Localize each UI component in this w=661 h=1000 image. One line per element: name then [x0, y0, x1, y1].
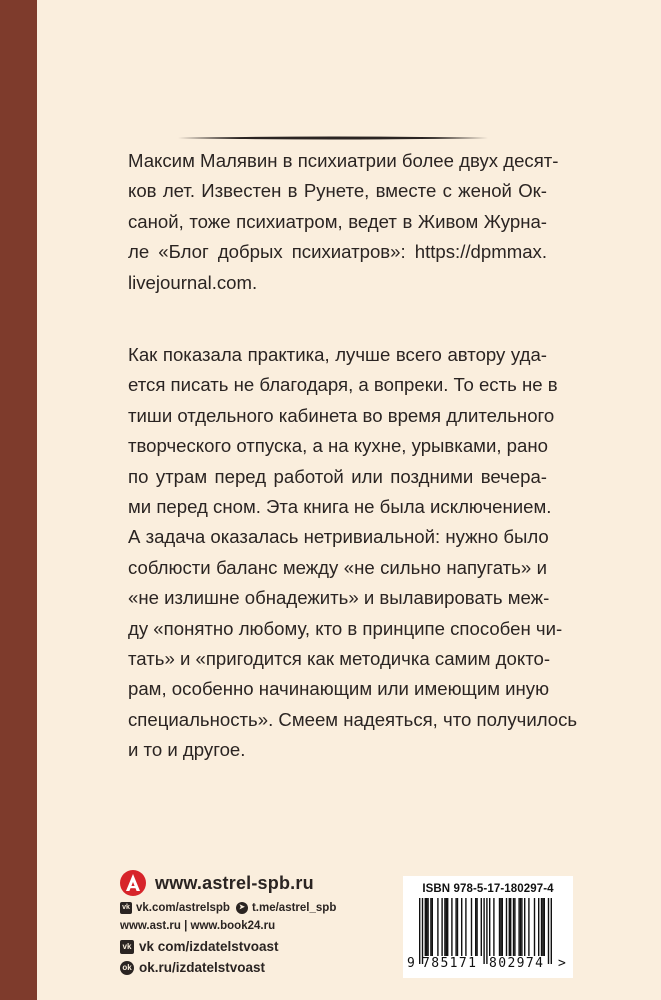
- barcode-bar: [493, 898, 494, 956]
- barcode-bar: [520, 898, 521, 956]
- book-description-line: А задача оказалась нетривиальной: нужно было: [128, 526, 549, 548]
- barcode-bar: [461, 898, 462, 956]
- vk-izdatelstvo-link[interactable]: vk com/izdatelstvoast: [139, 939, 279, 954]
- shop-links[interactable]: www.ast.ru | www.book24.ru: [120, 920, 276, 932]
- astrel-logo-icon: [120, 870, 146, 896]
- barcode-bar: [427, 898, 428, 956]
- book-description-line: соблюсти баланс между «не сильно напугать» и: [128, 556, 547, 578]
- vk-icon: vk: [120, 902, 132, 914]
- barcode-bar: [437, 898, 438, 956]
- barcode-bar: [518, 898, 519, 956]
- barcode-bar: [455, 898, 456, 956]
- barcode-bar: [542, 898, 543, 956]
- ok-izdatelstvo-link[interactable]: ok.ru/izdatelstvoast: [139, 960, 266, 975]
- barcode-bar: [541, 898, 542, 956]
- barcode-bar: [447, 898, 448, 956]
- barcode-guard-bar: [548, 898, 549, 964]
- author-bio: [128, 146, 559, 298]
- vk-astrel-link[interactable]: vk.com/astrelspb: [136, 901, 230, 914]
- barcode-bar: [538, 898, 539, 956]
- book-description-line: тиши отдельного кабинета во время длительного: [128, 404, 555, 426]
- author-bio-line: саной, тоже психиатром, ведет в Живом Журна-: [128, 210, 547, 232]
- barcode-bar: [509, 898, 510, 956]
- author-bio-line: Максим Малявин в психиатрии более двух десят-: [128, 150, 559, 171]
- barcode-bar: [534, 898, 535, 956]
- barcode-first-digit: 9: [407, 956, 415, 971]
- barcode-guard-bar: [419, 898, 420, 964]
- book-description-line: специальность». Смеем надеяться, что получилось: [128, 708, 578, 730]
- barcode-bar: [513, 898, 514, 956]
- vk-icon: vk: [120, 940, 134, 954]
- author-bio-line: ков лет. Известен в Рунете, вместе с женой Ок-: [128, 180, 547, 202]
- decorative-divider: [178, 135, 488, 141]
- barcode-guard-bar: [422, 898, 423, 964]
- barcode-right-digits: 802974: [489, 956, 545, 971]
- publisher-footer: [120, 868, 370, 978]
- book-description-line: ми перед сном. Эта книга не была исключением.: [128, 496, 552, 518]
- publisher-site-link[interactable]: www.astrel-spb.ru: [155, 872, 314, 893]
- barcode-bar: [457, 898, 458, 956]
- barcode-bar: [430, 898, 431, 956]
- book-description-line: рам, особенно начинающим или имеющим иную: [128, 678, 550, 700]
- book-description: [128, 340, 578, 766]
- barcode-bar: [451, 898, 452, 956]
- barcode-bar: [528, 898, 529, 956]
- telegram-link[interactable]: t.me/astrel_spb: [251, 901, 337, 914]
- barcode-bar: [444, 898, 445, 956]
- barcode-guard-bar: [483, 898, 484, 964]
- barcode-bar: [425, 898, 426, 956]
- barcode-bar: [432, 898, 433, 956]
- barcode-bar: [475, 898, 476, 956]
- author-bio-line: livejournal.com.: [128, 271, 258, 293]
- barcode-guard-bar: [486, 898, 487, 964]
- barcode-bar: [441, 898, 442, 956]
- barcode-bar: [499, 898, 500, 956]
- barcode-bar: [544, 898, 545, 956]
- book-description-line: ется писать не благодаря, а вопреки. То есть не в: [128, 374, 558, 396]
- barcode-bar: [502, 898, 503, 956]
- barcode-bar: [465, 898, 466, 956]
- barcode-bar: [471, 898, 472, 956]
- barcode-bar: [489, 898, 490, 956]
- barcode-bar: [476, 898, 477, 956]
- book-description-line: тать» и «пригодится как методичка самим докто-: [128, 648, 551, 670]
- book-description-line: ду «понятно любому, кто в принципе способен чи-: [128, 617, 563, 639]
- odnoklassniki-icon: ok: [120, 961, 134, 975]
- barcode-bar: [446, 898, 447, 956]
- isbn-label: ISBN 978-5-17-180297-4: [422, 883, 554, 895]
- book-description-line: творческого отпуска, а на кухне, урывками, рано: [128, 435, 548, 457]
- isbn-barcode: [403, 876, 573, 978]
- barcode-bar: [521, 898, 522, 956]
- vk-izdatelstvo-row: [120, 936, 370, 957]
- publisher-site-row: [120, 868, 370, 898]
- ok-izdatelstvo-row: [120, 957, 370, 978]
- barcode-bar: [514, 898, 515, 956]
- book-description-line: «не излишне обнадежить» и вылавировать меж-: [128, 587, 550, 609]
- barcode-guard-bar: [551, 898, 552, 964]
- barcode-quiet-zone-marker: >: [558, 956, 566, 971]
- book-description-line: по утрам перед работой или поздними вечера-: [128, 465, 547, 487]
- author-bio-line: ле «Блог добрых психиатров»: https://dpmmax.: [128, 241, 547, 263]
- barcode-bar: [510, 898, 511, 956]
- barcode-bar: [506, 898, 507, 956]
- telegram-icon: ➤: [236, 902, 248, 914]
- barcode-bar: [500, 898, 501, 956]
- book-spine: [0, 0, 37, 1000]
- book-description-line: и то и другое.: [128, 739, 246, 761]
- social-links-row: [120, 898, 370, 917]
- barcode-bar: [524, 898, 525, 956]
- book-description-line: Как показала практика, лучше всего автору уда-: [128, 344, 547, 365]
- barcode-left-digits: 785171: [422, 956, 478, 971]
- barcode-bar: [426, 898, 427, 956]
- barcode-bar: [481, 898, 482, 956]
